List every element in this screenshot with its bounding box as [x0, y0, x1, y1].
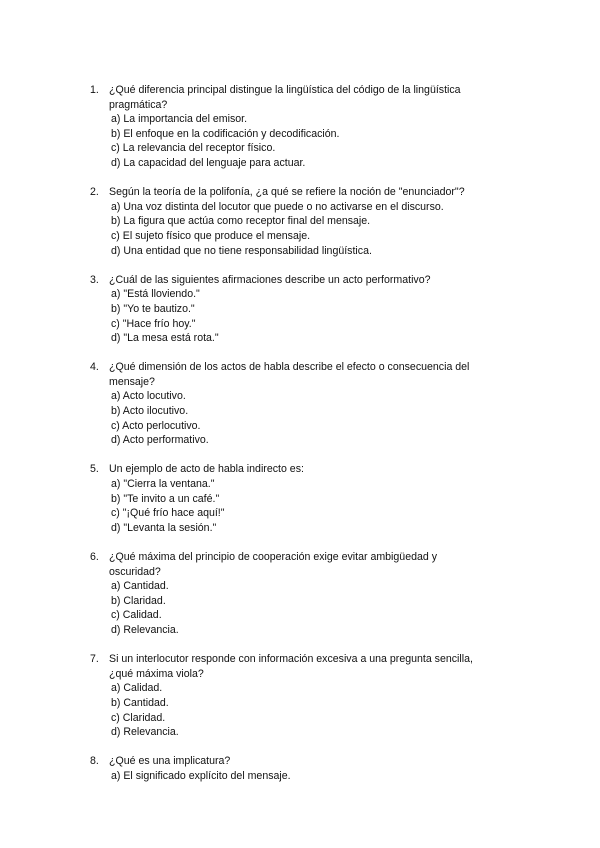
answer-option: d) La capacidad del lenguaje para actuar. [111, 156, 306, 169]
answer-options [0, 477, 600, 535]
answer-option: d) "La mesa está rota." [111, 332, 219, 345]
answer-options [0, 769, 600, 784]
answer-option: d) Relevancia. [111, 726, 179, 739]
answer-option: b) La figura que actúa como receptor final del mensaje. [111, 215, 371, 228]
question-item [0, 550, 600, 638]
answer-option: b) Claridad. [111, 594, 166, 607]
answer-options [0, 287, 600, 345]
answer-option: b) "Yo te bautizo." [111, 302, 195, 315]
question-text: Un ejemplo de acto de habla indirecto es: [109, 463, 304, 476]
answer-options [0, 681, 600, 739]
question-number: 8. [90, 755, 99, 768]
answer-option: c) La relevancia del receptor físico. [111, 142, 276, 155]
question-list [0, 83, 600, 798]
answer-option: c) "¡Qué frío hace aquí!" [111, 507, 225, 520]
answer-option: c) "Hace frío hoy." [111, 317, 196, 330]
answer-option: a) Calidad. [111, 682, 163, 695]
question-item [0, 652, 600, 740]
answer-option: b) El enfoque en la codificación y decodificación. [111, 127, 340, 140]
answer-option: b) "Te invito a un café." [111, 492, 220, 505]
answer-options [0, 112, 600, 170]
answer-option: c) Acto perlocutivo. [111, 419, 201, 432]
answer-option: a) Cantidad. [111, 580, 169, 593]
answer-option: a) "Está lloviendo." [111, 288, 200, 301]
question-item [0, 185, 600, 258]
question-item [0, 462, 600, 535]
question-number: 1. [90, 84, 99, 96]
question-item [0, 754, 600, 783]
answer-option: c) Calidad. [111, 609, 162, 622]
answer-option: b) Cantidad. [111, 696, 169, 709]
answer-option: d) Una entidad que no tiene responsabilidad lingüística. [111, 244, 372, 257]
answer-option: c) Claridad. [111, 711, 166, 724]
question-item [0, 273, 600, 346]
question-number: 3. [90, 273, 99, 286]
question-text: ¿Qué es una implicatura? [109, 755, 231, 768]
question-number: 5. [90, 463, 99, 476]
answer-option: a) El significado explícito del mensaje. [111, 769, 291, 782]
answer-option: a) Una voz distinta del locutor que puede o no activarse en el discurso. [111, 200, 444, 213]
question-number: 4. [90, 361, 99, 374]
answer-option: c) El sujeto físico que produce el mensaje. [111, 229, 311, 242]
answer-option: a) Acto locutivo. [111, 390, 186, 403]
question-text: Si un interlocutor responde con información excesiva a una pregunta sencilla, ¿qué máxima viola? [109, 653, 473, 680]
question-text: ¿Cuál de las siguientes afirmaciones describe un acto performativo? [109, 273, 431, 286]
answer-option: d) Relevancia. [111, 623, 179, 636]
answer-option: a) La importancia del emisor. [111, 113, 248, 126]
answer-options [0, 579, 600, 637]
question-item [0, 360, 600, 448]
answer-option: d) "Levanta la sesión." [111, 521, 217, 534]
question-number: 2. [90, 186, 99, 199]
answer-option: d) Acto performativo. [111, 434, 209, 447]
question-text: ¿Qué diferencia principal distingue la lingüística del código de la lingüística pragmática? [109, 84, 461, 111]
answer-option: b) Acto ilocutivo. [111, 405, 189, 418]
answer-options [0, 389, 600, 447]
question-text: Según la teoría de la polifonía, ¿a qué se refiere la noción de "enunciador"? [109, 186, 465, 199]
answer-option: a) "Cierra la ventana." [111, 478, 215, 491]
question-item [0, 83, 600, 171]
answer-options [0, 200, 600, 258]
question-number: 6. [90, 551, 99, 563]
question-number: 7. [90, 653, 99, 666]
question-text: ¿Qué dimensión de los actos de habla describe el efecto o consecuencia del mensaje? [109, 361, 470, 388]
question-text: ¿Qué máxima del principio de cooperación exige evitar ambigüedad y oscuridad? [109, 551, 437, 578]
